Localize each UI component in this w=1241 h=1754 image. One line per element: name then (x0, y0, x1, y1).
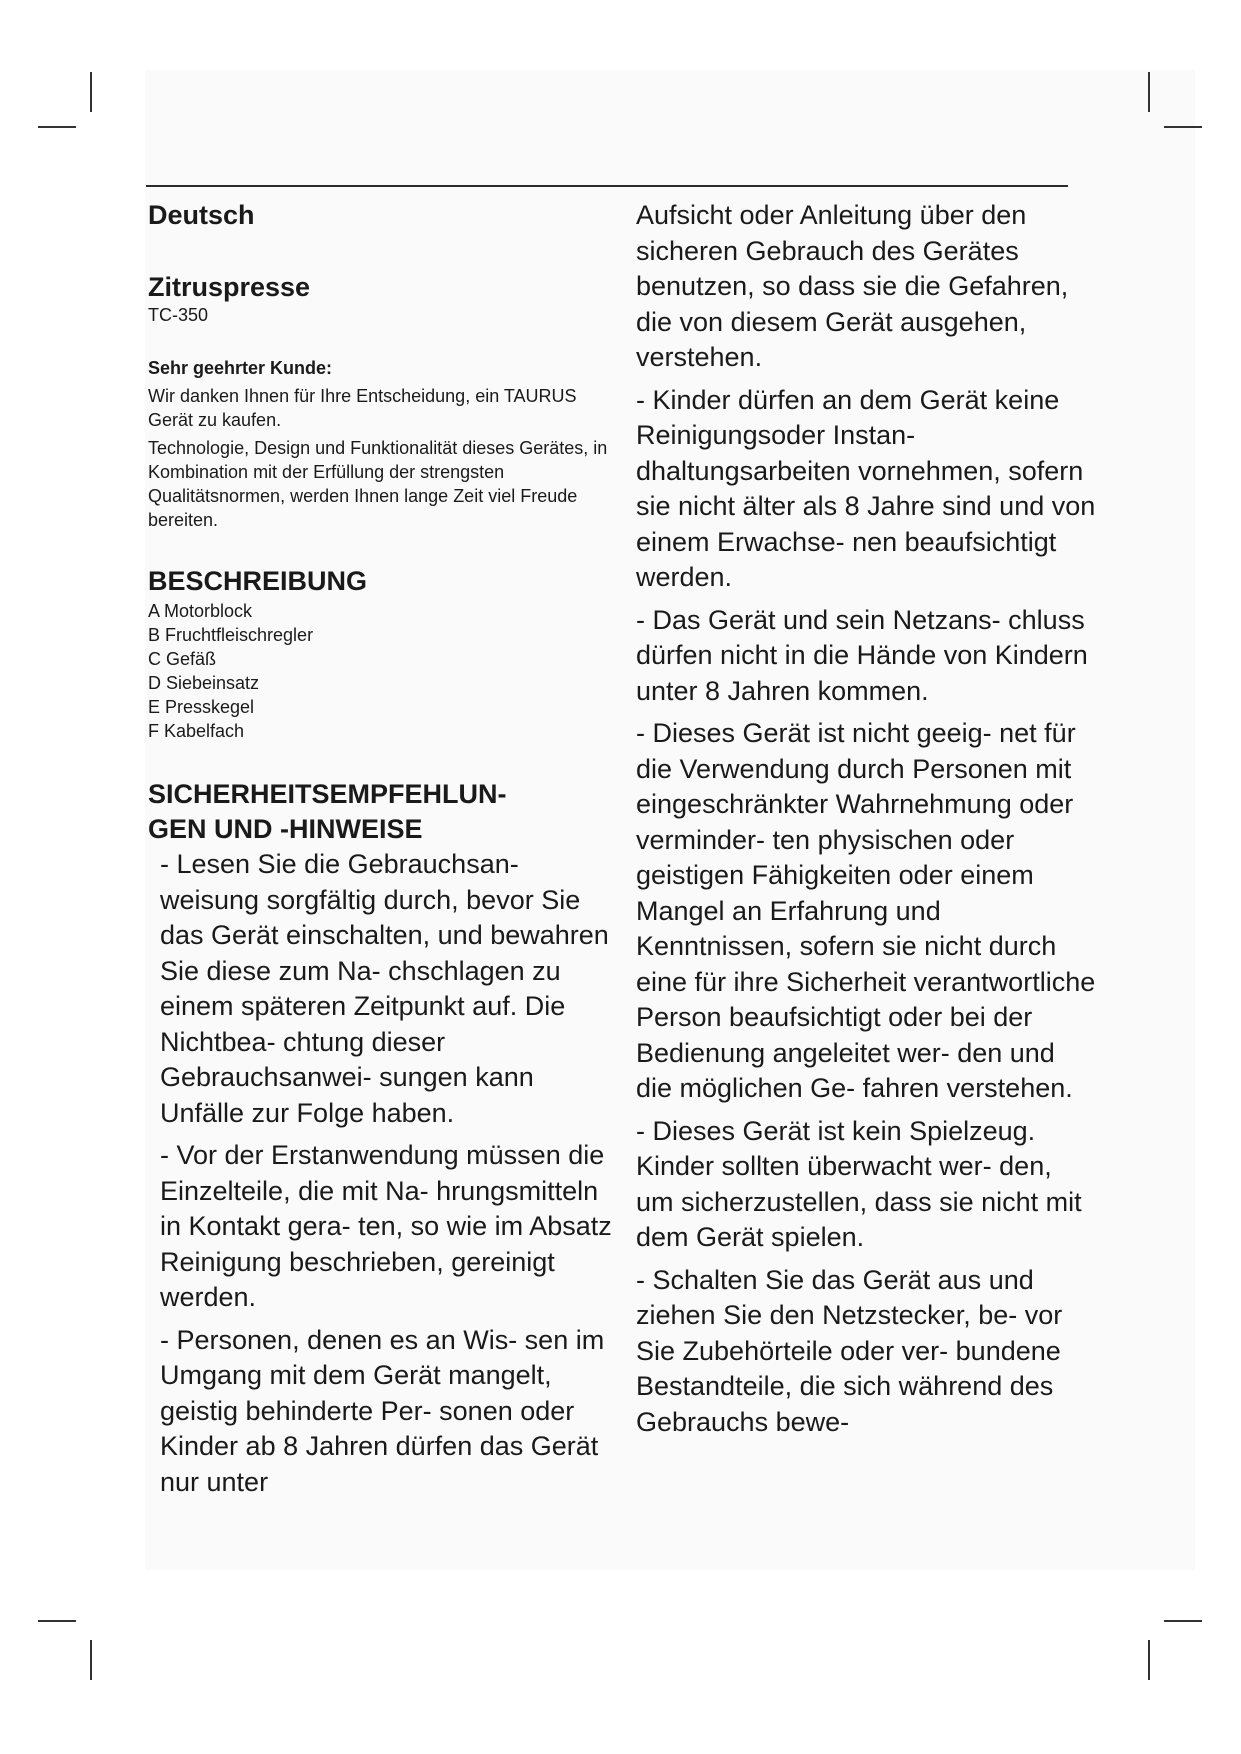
product-title: Zitruspresse (148, 272, 311, 302)
safety-item: - Schalten Sie das Gerät aus und ziehen Sie den Netzstecker, be- vor Sie Zubehörteile oder ver- bundene Bestandteile, die sich während des Gebrauchs bewe- (636, 1264, 1063, 1437)
safety-item: - Dieses Gerät ist nicht geeig- net für die Verwendung durch Personen mit eingeschränkter Wahrnehmung oder verminder- ten physischen oder geistigen Fähigkeiten oder einem Mangel an Erfahrung und Kenntnissen, sofern sie nicht durch eine für ihre Sicherheit verantwortliche Person beaufsichtigt oder bei der Bedienung angeleitet wer- den und die möglichen Ge- fahren verstehen. (636, 718, 1096, 1103)
model-number: TC-350 (148, 305, 209, 325)
part-item: E Presskegel (148, 697, 255, 717)
greeting: Sehr geehrter Kunde: (148, 358, 333, 378)
crop-mark-bottom-left-horizontal (38, 1620, 76, 1622)
safety-item: - Lesen Sie die Gebrauchsan- weisung sorgfältig durch, bevor Sie das Gerät einschalten, und bewahren Sie diese zum Na- chschlagen zu einem späteren Zeitpunkt auf. Die Nichtbea- chtung dieser Gebrauchsanwei- sungen kann Unfälle zur Folge haben. (160, 849, 609, 1128)
safety-item: - Vor der Erstanwendung müssen die Einzelteile, die mit Na- hrungsmitteln in Kontakt gera- ten, so wie im Absatz Reinigung beschrieben, gereinigt werden. (160, 1140, 612, 1312)
right-column (636, 198, 1096, 1447)
part-item: C Gefäß (148, 649, 217, 669)
parts-list (148, 599, 618, 743)
part-item: D Siebeinsatz (148, 673, 260, 693)
part-item: A Motorblock (148, 601, 253, 621)
left-column (148, 198, 618, 1507)
safety-item: - Das Gerät und sein Netzans- chluss dürfen nicht in die Hände von Kindern unter 8 Jahren kommen. (636, 604, 1088, 706)
safety-list-left (148, 847, 618, 1500)
language-heading: Deutsch (148, 200, 255, 230)
safety-list-right (636, 198, 1096, 1440)
safety-heading-line2: GEN UND -HINWEISE (148, 814, 423, 844)
crop-mark-top-left-horizontal (38, 126, 76, 128)
crop-mark-bottom-left-vertical (90, 1640, 92, 1680)
safety-item: - Kinder dürfen an dem Gerät keine Reinigungsoder Instan- dhaltungsarbeiten vornehmen, sofern sie nicht älter als 8 Jahre sind und von einem Erwachse- nen beaufsichtigt werden. (636, 384, 1096, 592)
crop-mark-top-left-vertical (90, 72, 92, 112)
intro-paragraph: Wir danken Ihnen für Ihre Entscheidung, ein TAURUS Gerät zu kaufen. (148, 386, 577, 430)
safety-heading (148, 777, 618, 847)
crop-mark-bottom-right-horizontal (1164, 1620, 1202, 1622)
crop-mark-top-right-horizontal (1164, 126, 1202, 128)
safety-heading-line1: SICHERHEITSEMPFEHLUN- (148, 779, 507, 809)
crop-mark-top-right-vertical (1148, 72, 1150, 112)
safety-item: - Personen, denen es an Wis- sen im Umgang mit dem Gerät mangelt, geistig behinderte Per- sonen oder Kinder ab 8 Jahren dürfen das Gerät nur unter (160, 1324, 605, 1497)
description-heading: BESCHREIBUNG (148, 566, 368, 596)
part-item: B Fruchtfleischregler (148, 625, 314, 645)
header-rule (146, 185, 1068, 187)
crop-mark-bottom-right-vertical (1148, 1640, 1150, 1680)
safety-item: - Dieses Gerät ist kein Spielzeug. Kinder sollten überwacht wer- den, um sicherzustellen, dass sie nicht mit dem Gerät spielen. (636, 1115, 1082, 1252)
part-item: F Kabelfach (148, 721, 245, 741)
safety-item: Aufsicht oder Anleitung über den sicheren Gebrauch des Gerätes benutzen, so dass sie die Gefahren, die von diesem Gerät ausgehen, verstehen. (636, 200, 1069, 372)
intro-paragraph: Technologie, Design und Funktionalität dieses Gerätes, in Kombination mit der Erfüllung der strengsten Qualitätsnormen, werden Ihnen lange Zeit viel Freude bereiten. (148, 438, 608, 530)
